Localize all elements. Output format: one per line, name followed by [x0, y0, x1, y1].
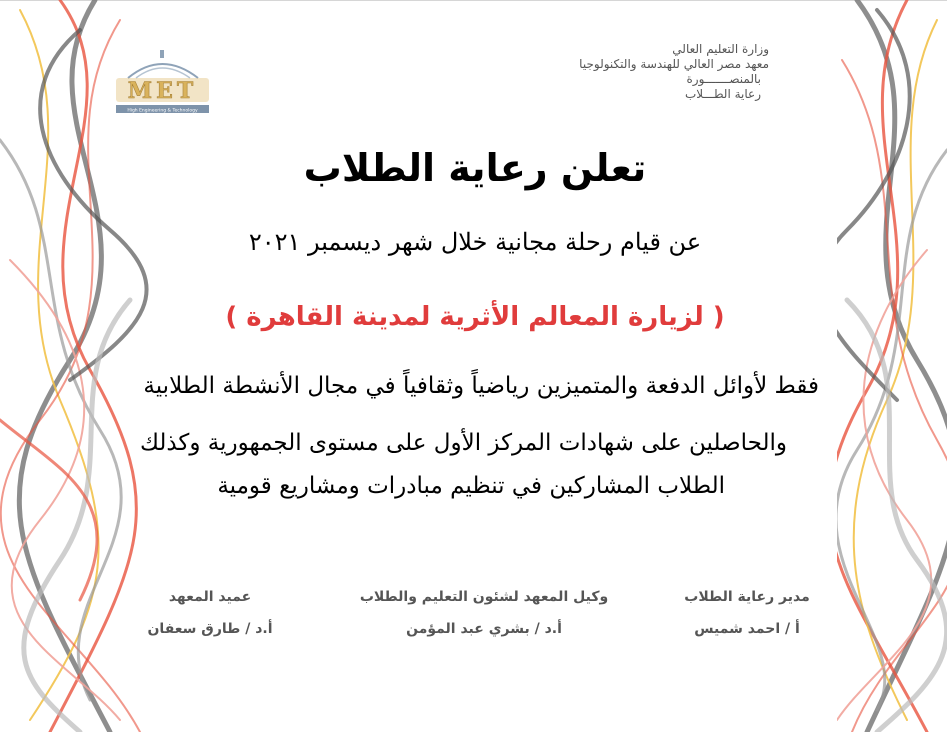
right-ribbon-decoration [837, 0, 947, 732]
signature-name: أ.د / طارق سعفان [147, 621, 273, 637]
trip-destination: ( لزيارة المعالم الأثرية لمدينة القاهرة ) [225, 302, 725, 332]
signature-role: مدير رعاية الطلاب [684, 589, 810, 605]
logo-text: MET [127, 78, 198, 104]
signature-role: وكيل المعهد لشئون التعليم والطلاب [359, 589, 609, 605]
announcement-title: تعلن رعاية الطلاب [303, 146, 647, 190]
announcement-subtitle: عن قيام رحلة مجانية خلال شهر ديسمبر ٢٠٢١ [248, 228, 702, 256]
eligibility-line-2: والحاصلين على شهادات المركز الأول على مستوى الجمهورية وكذلك [139, 430, 787, 456]
signature-student-affairs-manager [662, 589, 832, 637]
city-name: بالمنصـــــــورة [686, 72, 761, 86]
signature-name: أ / احمد شميس [694, 621, 800, 637]
eligibility-line-1: فقط لأوائل الدفعة والمتميزين رياضياً وثقافياً في مجال الأنشطة الطلابية [143, 373, 819, 399]
signature-role: عميد المعهد [168, 589, 252, 605]
signature-name: أ.د / بشري عبد المؤمن [406, 621, 562, 637]
ministry-header [469, 42, 769, 102]
department-name: رعاية الطـــلاب [684, 87, 761, 101]
met-logo [110, 48, 215, 120]
eligibility-line-3: الطلاب المشاركين في تنظيم مبادرات ومشاريع قومية [217, 473, 725, 499]
ministry-name: وزارة التعليم العالي [672, 42, 769, 56]
institute-name: معهد مصر العالي للهندسة والتكنولوجيا [579, 57, 769, 71]
signature-dean [130, 589, 290, 637]
logo-tagline: High Engineering & Technology [127, 108, 198, 114]
signature-vice-dean [352, 589, 616, 637]
